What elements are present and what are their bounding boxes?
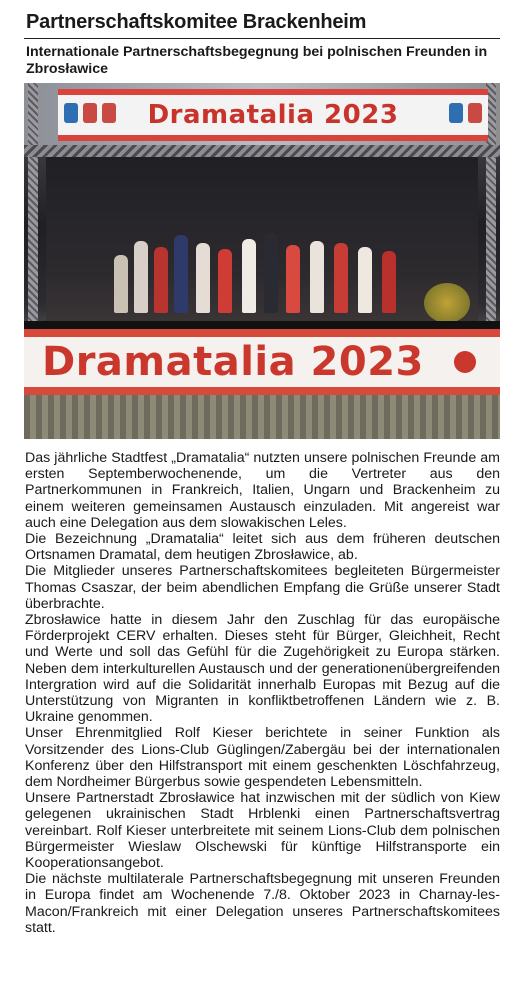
paragraph: Unsere Partnerstadt Zbrosławice hat inzwischen mit der südlich von Kiew gelegenen ukrainischen Stadt Hrblenki einen Partnerschaftsvertrag vereinbart. Rolf Kieser unterbreitete mit seinem Lions-Club dem polnischen Bürgermeister Wieslaw Olschewski für künftige Hilfstransporte ein Kooperationsangebot.	[25, 790, 500, 872]
stage-edge	[24, 321, 500, 329]
photo-pavement	[24, 395, 500, 439]
paragraph: Zbrosławice hatte in diesem Jahr den Zuschlag für das europäische Förderprojekt CERV erhalten. Dieses steht für Bürger, Gleichheit, Recht und Werte und soll das Gefühl für die Zugehörigkeit zu Europa stärken. Neben dem interkulturellen Austausch und der generationenübergreifenden Intergration wird auf die Solidarität innerhalb Europas mit Bezug auf die Unterstützung von Migranten in konfliktbetroffenen Ländern wie z. B. Ukraine genommen.	[25, 612, 500, 726]
stage-truss-left	[28, 83, 38, 333]
page-title: Partnerschaftskomitee Brackenheim	[26, 11, 367, 33]
stage-roof-truss	[24, 145, 500, 157]
paragraph: Die nächste multilaterale Partnerschaftsbegegnung mit unseren Freunden in Europa findet am Wochenende 7./8. Oktober 2023 in Charnay-les-Macon/Frankreich mit einer Delegation unseres Partnerschaftskomitees statt.	[25, 871, 500, 936]
article-subtitle: Internationale Partnerschaftsbegegnung bei polnischen Freunden in Zbrosławice	[26, 44, 488, 77]
banner-emblems-left	[64, 103, 116, 123]
banner-emblems-right	[449, 103, 482, 123]
paragraph: Die Mitglieder unseres Partnerschaftskomitees begleiteten Bürgermeister Thomas Csaszar, der beim abendlichen Empfang die Grüße unserer Stadt überbrachte.	[25, 563, 500, 612]
photo-tree	[424, 283, 470, 323]
performers-group	[104, 233, 414, 313]
paragraph: Das jährliche Stadtfest „Dramatalia“ nutzten unsere polnischen Freunde am ersten Septemberwochenende, um die Vertreter aus den Partnerkommunen in Frankreich, Italien, Ungarn und Brackenheim zu einem weiteren gemeinsamen Austausch einzuladen. Mit angereist war auch eine Delegation aus dem slowakischen Leles.	[25, 450, 500, 531]
paragraph: Unser Ehrenmitglied Rolf Kieser berichtete in seiner Funktion als Vorsitzender des Lions-Club Güglingen/Zabergäu bei der internationalen Konferenz über den Hilfstransport mit einem geschenkten Löschfahrzeug, dem Nordheimer Bürgerbus sowie gespendeten Lebensmitteln.	[25, 725, 500, 791]
front-banner-text: Dramatalia 2023	[42, 339, 424, 385]
article-body	[24, 450, 500, 936]
title-divider	[24, 38, 500, 39]
stage-front-banner	[24, 329, 500, 395]
stage-top-banner	[58, 89, 488, 141]
event-photo	[24, 83, 500, 439]
banner-seal-icon	[454, 351, 476, 373]
paragraph: Die Bezeichnung „Dramatalia“ leitet sich aus dem früheren deutschen Ortsnamen Dramatal, dem heutigen Zbrosławice, ab.	[25, 531, 500, 564]
article	[24, 10, 500, 936]
top-banner-text: Dramatalia 2023	[147, 100, 399, 130]
